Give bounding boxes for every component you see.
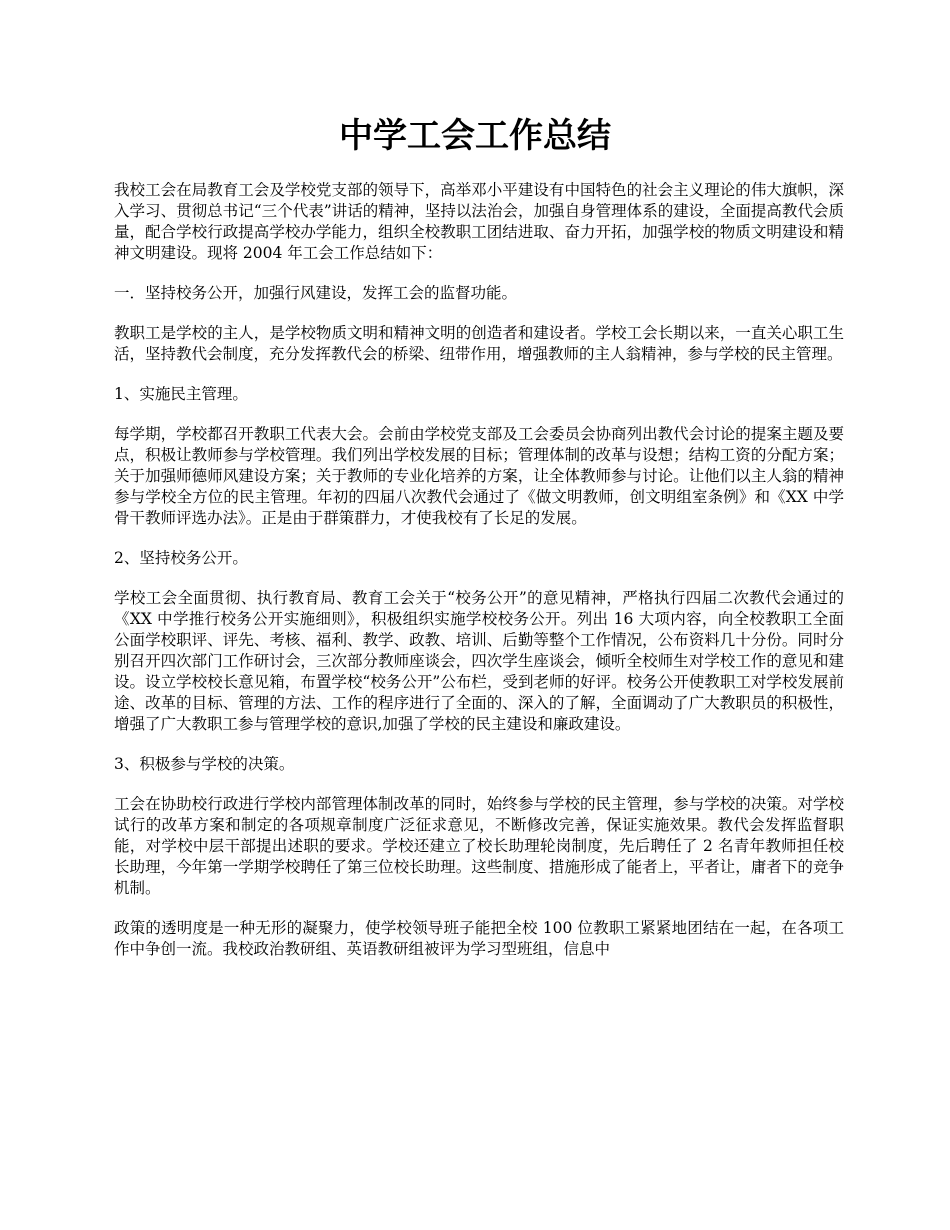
intro-paragraph: 我校工会在局教育工会及学校党支部的领导下，高举邓小平建设有中国特色的社会主义理论的伟大旗帜，深入学习、贯彻总书记“三个代表”讲话的精神，坚持以法治会，加强自身管理体系的建设，全面提高教代会质量，配合学校行政提高学校办学能力，组织全校教职工团结进取、奋力开拓，加强学校的物质文明建设和精神文明建设。现将 2004 年工会工作总结如下： [114,181,844,262]
body-paragraph: 学校工会全面贯彻、执行教育局、教育工会关于“校务公开”的意见精神，严格执行四届二次教代会通过的《XX 中学推行校务公开实施细则》，积极组织实施学校校务公开。列出 16 大项内容，向全校教职工全面公面学校职评、评先、考核、福利、教学、政教、培训、后勤等整个工作情况，公布资料几十分份。同时分别召开四次部门工作研讨会，三次部分教师座谈会，四次学生座谈会，倾听全校师生对学校工作的意见和建设。设立学校校长意见箱，布置学校“校务公开”公布栏，受到老师的好评。校务公开使教职工对学校发展前途、改革的目标、管理的方法、工作的程序进行了全面的、深入的了解，全面调动了广大教职员的积极性，增强了广大教职工参与管理学校的意识,加强了学校的民主建设和廉政建设。 [114,589,844,733]
section-heading-1: 一．坚持校务公开，加强行风建设，发挥工会的监督功能。 [114,284,518,302]
body-paragraph: 教职工是学校的主人，是学校物质文明和精神文明的创造者和建设者。学校工会长期以来，一直关心职工生活，坚持教代会制度，充分发挥教代会的桥梁、纽带作用，增强教师的主人翁精神，参与学校的民主管理。 [114,324,844,363]
body-paragraph: 工会在协助校行政进行学校内部管理体制改革的同时，始终参与学校的民主管理，参与学校的决策。对学校试行的改革方案和制定的各项规章制度广泛征求意见，不断修改完善，保证实施效果。教代会发挥监督职能，对学校中层干部提出述职的要求。学校还建立了校长助理轮岗制度，先后聘任了 2 名青年教师担任校长助理，今年第一学期学校聘任了第三位校长助理。这些制度、措施形成了能者上，平者让，庸者下的竞争机制。 [114,795,844,897]
subheading-2: 2、坚持校务公开。 [114,549,248,567]
subheading-1: 1、实施民主管理。 [114,385,248,403]
body-paragraph: 每学期，学校都召开教职工代表大会。会前由学校党支部及工会委员会协商列出教代会讨论的提案主题及要点，积极让教师参与学校管理。我们列出学校发展的目标；管理体制的改革与设想；结构工资的分配方案；关于加强师德师风建设方案；关于教师的专业化培养的方案，让全体教师参与讨论。让他们以主人翁的精神参与学校全方位的民主管理。年初的四届八次教代会通过了《做文明教师，创文明组室条例》和《XX 中学骨干教师评选办法》。正是由于群策群力，才使我校有了长足的发展。 [114,425,844,527]
subheading-3: 3、积极参与学校的决策。 [114,755,295,773]
body-paragraph: 政策的透明度是一种无形的凝聚力，使学校领导班子能把全校 100 位教职工紧紧地团结在一起，在各项工作中争创一流。我校政治教研组、英语教研组被评为学习型班组，信息中 [114,919,844,958]
document-title: 中学工会工作总结 [339,116,611,156]
document-body [114,180,844,979]
